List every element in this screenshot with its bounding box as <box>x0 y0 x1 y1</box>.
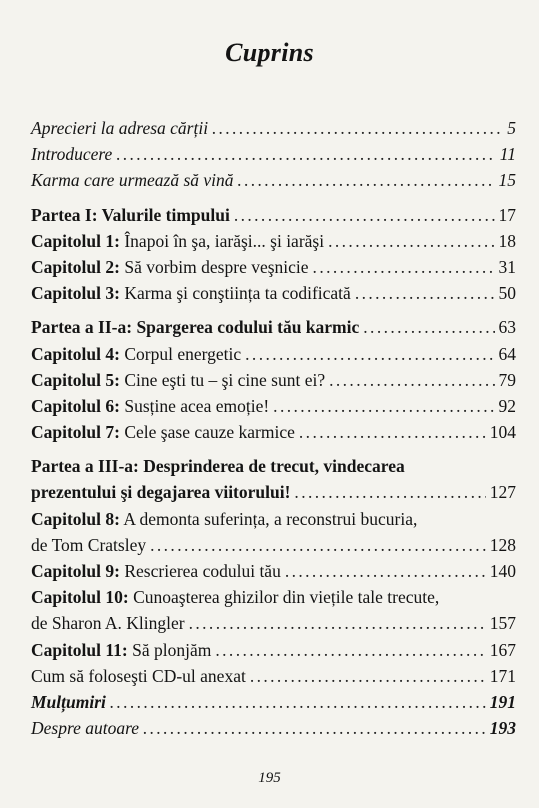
toc-entry-page: 11 <box>499 144 516 165</box>
chapter-title: Cine eşti tu – şi cine sunt ei? <box>119 369 326 390</box>
toc-entry <box>31 666 516 692</box>
dot-leader <box>273 396 494 417</box>
chapter-title: Să vorbim despre veşnicie <box>119 256 309 277</box>
toc-entry-page: 92 <box>498 395 516 416</box>
toc-chapter-entry-line2 <box>31 613 516 639</box>
toc-chapter-entry-line1 <box>31 509 516 535</box>
toc-entry-label: Partea I: Valurile timpului <box>31 204 230 225</box>
toc-entry <box>31 170 516 196</box>
toc-entry-page: 79 <box>498 369 516 390</box>
toc-entry-page: 64 <box>498 343 516 364</box>
toc-part-entry-line2 <box>31 482 516 508</box>
toc-entry-page: 140 <box>489 561 516 581</box>
toc-entry-page: 5 <box>507 118 516 138</box>
chapter-number: Capitolul 4: <box>31 343 120 364</box>
toc-entry <box>31 692 516 718</box>
chapter-number: Capitolul 3: <box>31 283 120 304</box>
toc-entry-page: 157 <box>489 613 516 634</box>
toc-entry <box>31 144 516 170</box>
toc-part-entry-line1 <box>31 456 516 482</box>
toc-part-entry <box>31 205 516 231</box>
toc-entry-label: Partea a II-a: Spargerea codului tău karmic <box>31 317 360 338</box>
toc-chapter-entry <box>31 422 516 448</box>
dot-leader <box>294 482 485 503</box>
chapter-title: Înapoi în şa, iarăşi... şi iarăşi <box>119 230 325 251</box>
toc-chapter-entry <box>31 344 516 370</box>
dot-leader <box>215 640 485 661</box>
toc-entry-page: 15 <box>498 170 516 191</box>
toc-chapter-entry <box>31 370 516 396</box>
toc-entry-label: Mulțumiri <box>31 691 106 712</box>
toc-entry-label: Cum să foloseşti CD-ul anexat <box>31 665 246 686</box>
dot-leader <box>110 692 486 713</box>
toc-chapter-entry <box>31 257 516 283</box>
chapter-title: A demonta suferința, a reconstrui bucuria, <box>119 508 418 529</box>
chapter-number: Capitolul 10: <box>31 587 129 608</box>
chapter-number: Capitolul 7: <box>31 422 120 443</box>
toc-entry-page: 63 <box>498 317 516 338</box>
chapter-title: Cunoaşterea ghizilor din viețile tale trecute, <box>128 587 440 608</box>
dot-leader <box>285 561 486 582</box>
chapter-number: Capitolul 5: <box>31 369 120 390</box>
toc-chapter-entry <box>31 396 516 422</box>
dot-leader <box>189 613 486 634</box>
toc-entry-page: 193 <box>489 718 516 739</box>
chapter-number: Capitolul 11: <box>31 639 128 660</box>
toc-entry <box>31 718 516 744</box>
toc-entry-page: 128 <box>489 534 516 555</box>
toc-entry-page: 18 <box>498 230 516 251</box>
toc-entry-page: 31 <box>498 256 516 277</box>
dot-leader <box>245 344 494 365</box>
toc-chapter-entry-line2 <box>31 535 516 561</box>
chapter-title: Susține acea emoție! <box>119 395 270 416</box>
chapter-number: Capitolul 6: <box>31 395 120 416</box>
toc-part-entry <box>31 317 516 343</box>
dot-leader <box>238 170 495 191</box>
chapter-author: de Tom Cratsley <box>31 534 147 555</box>
toc-entry-label: Introducere <box>31 144 113 165</box>
dot-leader <box>299 422 486 443</box>
dot-leader <box>363 317 494 338</box>
toc-entry-page: 50 <box>498 283 516 304</box>
page-title: Cuprins <box>225 38 314 67</box>
toc-entry-label: Partea a III-a: Desprinderea de trecut, vindecarea <box>31 456 405 477</box>
dot-leader <box>234 205 495 226</box>
chapter-author: de Sharon A. Klingler <box>31 613 185 634</box>
chapter-title: Cele şase cauze karmice <box>119 422 295 443</box>
dot-leader <box>250 666 486 687</box>
toc-entry-label: Karma care urmează să vină <box>31 170 234 191</box>
chapter-number: Capitolul 9: <box>31 561 120 581</box>
toc-entry-page: 167 <box>489 639 516 660</box>
chapter-number: Capitolul 1: <box>31 230 120 251</box>
toc-chapter-entry <box>31 561 516 587</box>
chapter-title: Rescrierea codului tău <box>119 561 281 581</box>
chapter-title: Să plonjăm <box>127 639 212 660</box>
chapter-title: Corpul energetic <box>119 343 242 364</box>
dot-leader <box>355 283 495 304</box>
chapter-title: Karma şi conştiința ta codificată <box>119 283 351 304</box>
toc-entry-label: Despre autoare <box>31 718 140 739</box>
dot-leader <box>329 370 494 391</box>
dot-leader <box>328 231 494 252</box>
chapter-number: Capitolul 2: <box>31 256 120 277</box>
toc-entry-page: 171 <box>489 665 516 686</box>
toc-chapter-entry <box>31 231 516 257</box>
toc-entry-page: 127 <box>489 482 516 503</box>
toc-entry-label: Aprecieri la adresa cărții <box>31 118 209 138</box>
toc-chapter-entry <box>31 283 516 309</box>
toc-entry-page: 17 <box>498 204 516 225</box>
toc-entry-page: 104 <box>489 422 516 443</box>
toc-entry <box>31 118 516 144</box>
table-of-contents <box>31 118 516 744</box>
toc-entry-page: 191 <box>489 691 516 712</box>
toc-entry-label: prezentului şi degajarea viitorului! <box>31 482 291 503</box>
toc-chapter-entry-line1 <box>31 587 516 613</box>
dot-leader <box>150 535 486 556</box>
page-number: 195 <box>258 770 281 786</box>
dot-leader <box>212 118 503 139</box>
chapter-number: Capitolul 8: <box>31 508 120 529</box>
dot-leader <box>116 144 495 165</box>
dot-leader <box>143 718 486 739</box>
toc-chapter-entry <box>31 640 516 666</box>
dot-leader <box>313 257 495 278</box>
